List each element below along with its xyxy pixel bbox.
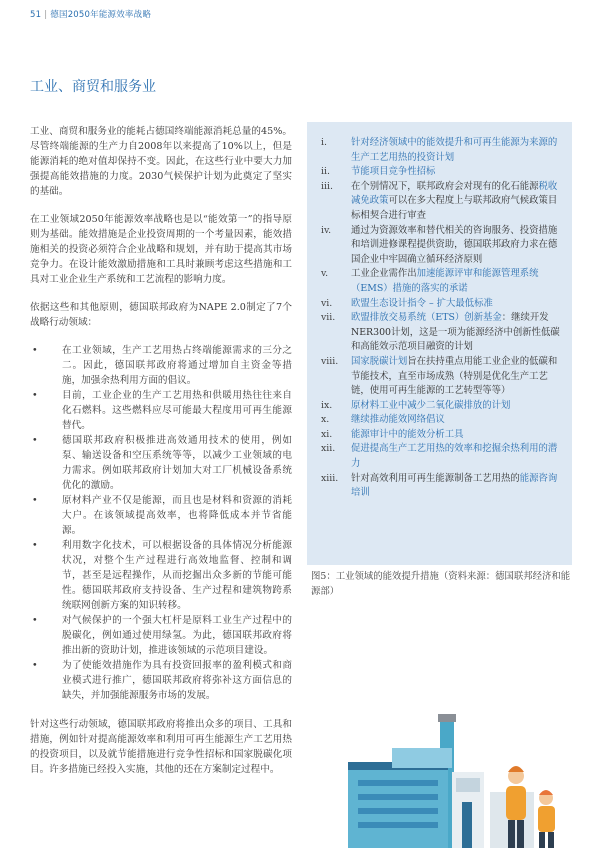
paragraph-action-fields: 依据这些和其他原则，德国联邦政府为NAPE 2.0制定了7个战略行动领域： — [30, 302, 292, 328]
measure-text-part: 原材料工业中减少二氧化碳排放的计划 — [351, 399, 511, 411]
section-title: 工业、商贸和服务业 — [30, 79, 156, 95]
measure-text-part: 在个别情况下，联邦政府会对现有的化石能源 — [351, 180, 539, 192]
measure-text — [351, 399, 560, 414]
figure-caption: 图5：工业领域的能效提升措施（资料来源：德国联邦经济和能源部） — [311, 571, 571, 597]
measure-number: viii. — [321, 355, 339, 367]
paragraph-intro: 工业、商贸和服务业的能耗占德国终端能源消耗总量的45%。尽管终端能源的生产力自2008年以来提高了10%以上，但是能源消耗的绝对值却保持不变。因此，在这些行业中要大力加强提高能效措施的力度。2030气候保护计划为此奠定了坚实的基础。 — [30, 126, 292, 197]
paragraph-efficiency-first: 在工业领域2050年能源效率战略也是以“能效第一”的指导原则为基础。能效措施是企业投资周期的一个考量因素，能效措施相关的投资必须符合企业战略和规划，并有助于提高其市场竞争力。在设计能效激励措施和工具时兼顾考虑这些措施和工具对工业企业生产系统和工艺流程的影响力度。 — [30, 214, 292, 285]
measure-number: iv. — [321, 224, 332, 236]
bullet-icon: • — [32, 540, 38, 551]
measure-text-part: 加速能源评审和能源管理系统（EMS）措施的落实的承诺 — [351, 268, 539, 294]
paragraph-conclusion: 针对这些行动领域，德国联邦政府将推出众多的项目、工具和措施，例如针对提高能源效率和利用可再生能源生产工艺用热的投资项目，以及就节能措施进行竞争性招标和国家脱碳化项目。许多措施已经投入实施，其他的还在方案制定过程中。 — [30, 719, 292, 775]
measure-text-part: 可以在多大程度上与联邦政府气候政策目标相契合进行审查 — [351, 195, 558, 221]
measure-text — [351, 428, 560, 443]
bullet-icon: • — [32, 495, 38, 506]
measure-number: v. — [321, 268, 329, 280]
main-text-column — [30, 124, 292, 790]
measure-text-part: 国家脱碳计划 — [351, 355, 408, 367]
measure-item — [321, 472, 560, 501]
measure-text — [351, 413, 560, 428]
factory-building — [348, 762, 448, 848]
measure-number: ii. — [321, 166, 330, 178]
measure-number: i. — [321, 137, 327, 148]
measure-item — [321, 224, 560, 268]
action-field-list — [30, 343, 292, 703]
list-item: • 德国联邦政府积极推进高效通用技术的使用，例如泵、输送设备和空压系统等等，以减少工业领域的电力需求。例如联邦政府计划加大对工厂机械设备系统优化的激励。 — [32, 435, 292, 491]
measure-number: xii. — [321, 443, 336, 455]
list-item: • 为了使能效措施作为具有投资回报率的盈利模式和商业模式进行推广，德国联邦政府将弥补这方面信息的缺失，并加强能源服务市场的发展。 — [32, 660, 292, 701]
measure-text-part: 促进提高生产工艺用热的效率和挖掘余热利用的潜力 — [351, 443, 558, 470]
measures-box — [307, 122, 572, 565]
measure-text-part: 节能项目竞争性招标 — [351, 166, 436, 178]
measure-item — [321, 165, 560, 180]
list-item: • 对气候保护的一个强大杠杆是原料工业生产过程中的脱碳化，例如通过使用绿氢。为此，德国联邦政府将推出新的资助计划，推进该领域的示范项目建设。 — [32, 615, 292, 656]
bullet-icon: • — [32, 390, 38, 401]
measure-text-part: 欧盟生态设计指令 – 扩大最低标准 — [351, 297, 493, 309]
measure-number: iii. — [321, 180, 333, 192]
measures-list — [307, 122, 572, 501]
measure-item — [321, 297, 560, 312]
page-number: 51 — [30, 10, 42, 20]
measure-number: ix. — [321, 399, 333, 411]
measure-text-part: 税收减免政策 — [351, 180, 558, 207]
measure-text-part: 欧盟排放交易系统（ETS）创新基金 — [351, 312, 502, 324]
running-header — [30, 8, 151, 20]
person-body — [538, 806, 555, 832]
measure-text — [351, 297, 560, 312]
measure-text — [351, 224, 560, 268]
factory-illustration — [340, 700, 600, 848]
measure-item — [321, 180, 560, 224]
measure-item — [321, 267, 560, 296]
header-separator: | — [44, 10, 48, 20]
bullet-icon: • — [32, 660, 38, 671]
measure-item — [321, 413, 560, 428]
measure-number: xi. — [321, 428, 333, 440]
measure-item — [321, 399, 560, 414]
bullet-icon: • — [32, 345, 38, 356]
measure-text-part: 工业企业需作出 — [351, 268, 417, 280]
list-item: • 原材料产业不仅是能源，而且也是材料和资源的消耗大户。在该领域提高效率，也将降低成本并节省能源。 — [32, 495, 292, 536]
measure-text — [351, 311, 560, 355]
measure-number: vii. — [321, 312, 336, 324]
measure-text — [351, 267, 560, 296]
measure-text-part: 针对经济领域中的能效提升和可再生能源为来源的生产工艺用热的投资计划 — [351, 137, 558, 163]
measure-item — [321, 428, 560, 443]
measure-text — [351, 472, 560, 501]
bullet-icon: • — [32, 615, 38, 626]
measure-item — [321, 442, 560, 471]
list-item: • 目前，工业企业的生产工艺用热和供暖用热往往来自化石燃料。这些燃料应尽可能最大程度用可再生能源替代。 — [32, 390, 292, 431]
measure-number: x. — [321, 414, 330, 426]
measure-text-part: 针对高效利用可再生能源制备工艺用热的 — [351, 472, 520, 484]
measure-text-part: 能源审计中的能效分析工具 — [351, 428, 464, 440]
list-item: • 在工业领域，生产工艺用热占终端能源需求的三分之二。因此，德国联邦政府将通过增加自主资金等措施，加强余热利用方面的倡议。 — [32, 345, 292, 386]
bullet-icon: • — [32, 435, 38, 446]
list-item: • 利用数字化技术，可以根据设备的具体情况分析能源状况，对整个生产过程进行高效地监督、控制和调节，甚至是远程操作，从而挖掘出众多新的节能可能性。德国联邦政府支持设备、生产过程和建筑物跨系统联网创新方案的知识转移。 — [32, 540, 292, 611]
measure-text-part: 旨在扶持重点用能工业企业的低碳和节能技术，直至市场成熟（特别是优化生产工艺链，使用可再生能源的工艺转型等等） — [351, 355, 558, 397]
header-title: 德国2050年能源效率战略 — [50, 10, 152, 20]
measure-text — [351, 355, 560, 399]
measure-text — [351, 136, 560, 165]
measure-text-part: 继续推动能效网络倡议 — [351, 414, 445, 426]
person-body — [506, 786, 526, 820]
measure-text-part: 能源咨询培训 — [351, 472, 558, 499]
measure-text — [351, 180, 560, 224]
measure-number: vi. — [321, 297, 333, 309]
measure-number: xiii. — [321, 472, 339, 484]
measure-text — [351, 165, 560, 180]
measure-text — [351, 442, 560, 471]
measure-text-part: ：继续开发NER300计划，这是一项为能源经济中创新性低碳和高能效示范项目融资的计划 — [351, 312, 560, 353]
measure-item — [321, 311, 560, 355]
measure-item — [321, 136, 560, 165]
measure-item — [321, 355, 560, 399]
measure-text-part: 通过为资源效率和替代相关的咨询服务、投资措施和培训进修课程提供资助，德国联邦政府力求在德国企业中牢固确立循环经济原则 — [351, 224, 558, 265]
